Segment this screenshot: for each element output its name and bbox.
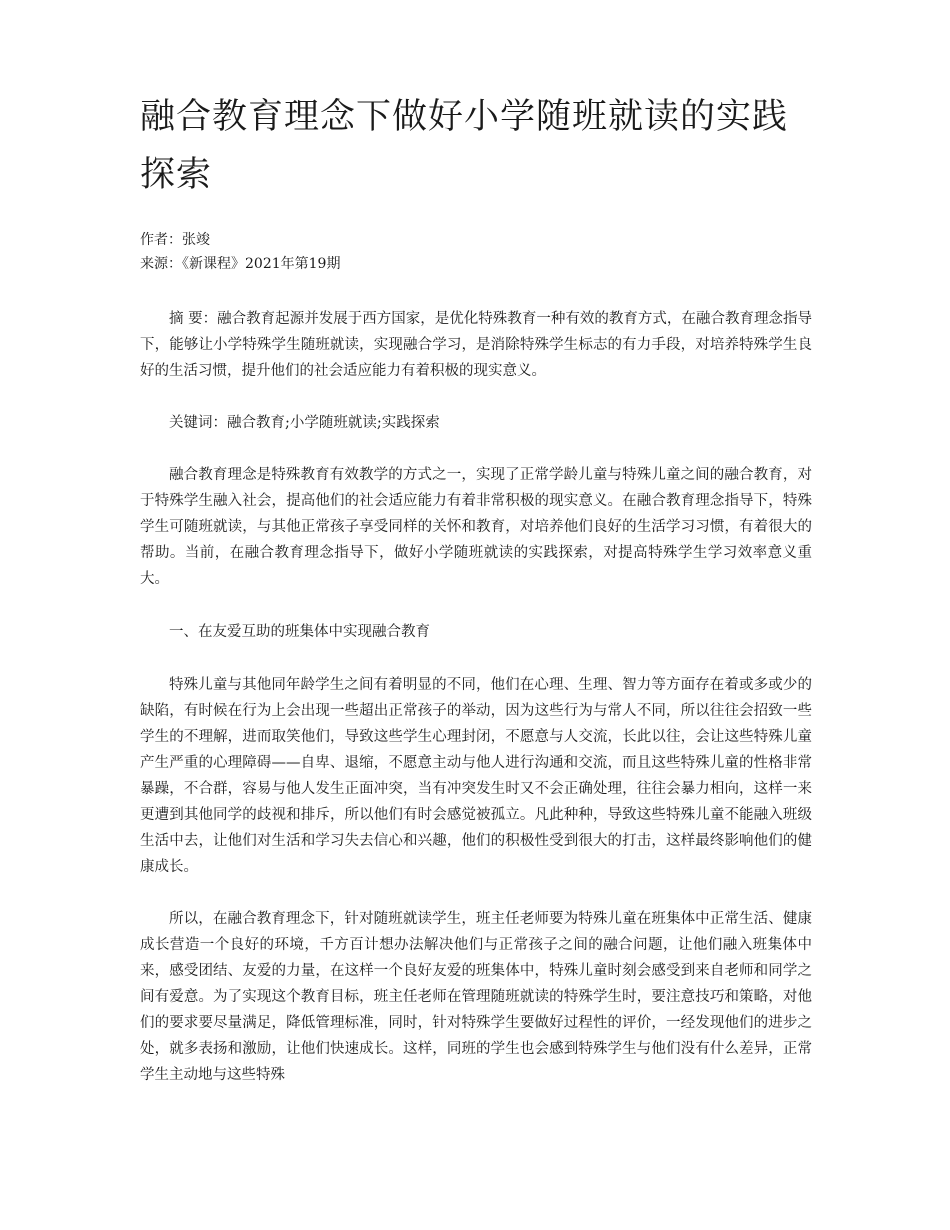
source-line: 来源：《新课程》2021年第19期 [140,256,341,272]
keywords-paragraph: 关键词：融合教育;小学随班就读;实践探索 [169,415,440,431]
article-title: 融合教育理念下做好小学随班就读的实践探索 [140,97,789,195]
intro-paragraph: 融合教育理念是特殊教育有效教学的方式之一，实现了正常学龄儿童与特殊儿童之间的融合教育，对于特殊学生融入社会，提高他们的社会适应能力有着非常积极的现实意义。在融合教育理念指导下，特殊学生可随班就读，与其他正常孩子享受同样的关怀和教育，对培养他们良好的生活学习习惯，有着很大的帮助。当前，在融合教育理念指导下，做好小学随班就读的实践探索，对提高特殊学生学习效率意义重大。 [140,467,812,587]
article-meta [140,228,812,276]
abstract-paragraph: 摘 要：融合教育起源并发展于西方国家，是优化特殊教育一种有效的教育方式，在融合教育理念指导下，能够让小学特殊学生随班就读，实现融合学习，是消除特殊学生标志的有力手段，对培养特殊学生良好的生活习惯，提升他们的社会适应能力有着积极的现实意义。 [140,311,812,379]
section-heading: 一、在友爱互助的班集体中实现融合教育 [169,624,430,640]
body-paragraph: 所以，在融合教育理念下，针对随班就读学生，班主任老师要为特殊儿童在班集体中正常生活、健康成长营造一个良好的环境，千方百计想办法解决他们与正常孩子之间的融合问题，让他们融入班集体中来，感受团结、友爱的力量，在这样一个良好友爱的班集体中，特殊儿童时刻会感受到来自老师和同学之间有爱意。为了实现这个教育目标，班主任老师在管理随班就读的特殊学生时，要注意技巧和策略，对他们的要求要尽量满足，降低管理标准，同时，针对特殊学生要做好过程性的评价，一经发现他们的进步之处，就多表扬和激励，让他们快速成长。这样，同班的学生也会感到特殊学生与他们没有什么差异，正常学生主动地与这些特殊 [140,911,812,1083]
document-page [140,88,812,1088]
author-line: 作者：张竣 [140,232,210,248]
body-paragraph: 特殊儿童与其他同年龄学生之间有着明显的不同，他们在心理、生理、智力等方面存在着或多或少的缺陷，有时候在行为上会出现一些超出正常孩子的举动，因为这些行为与常人不同，所以往往会招致一些学生的不理解，进而取笑他们，导致这些学生心理封闭，不愿意与人交流，长此以往，会让这些特殊儿童产生严重的心理障碍——自卑、退缩，不愿意主动与他人进行沟通和交流，而且这些特殊儿童的性格非常暴躁，不合群，容易与他人发生正面冲突，当有冲突发生时又不会正确处理，往往会暴力相向，这样一来更遭到其他同学的歧视和排斥，所以他们有时会感觉被孤立。凡此种种，导致这些特殊儿童不能融入班级生活中去，让他们对生活和学习失去信心和兴趣，他们的积极性受到很大的打击，这样最终影响他们的健康成长。 [140,677,812,875]
